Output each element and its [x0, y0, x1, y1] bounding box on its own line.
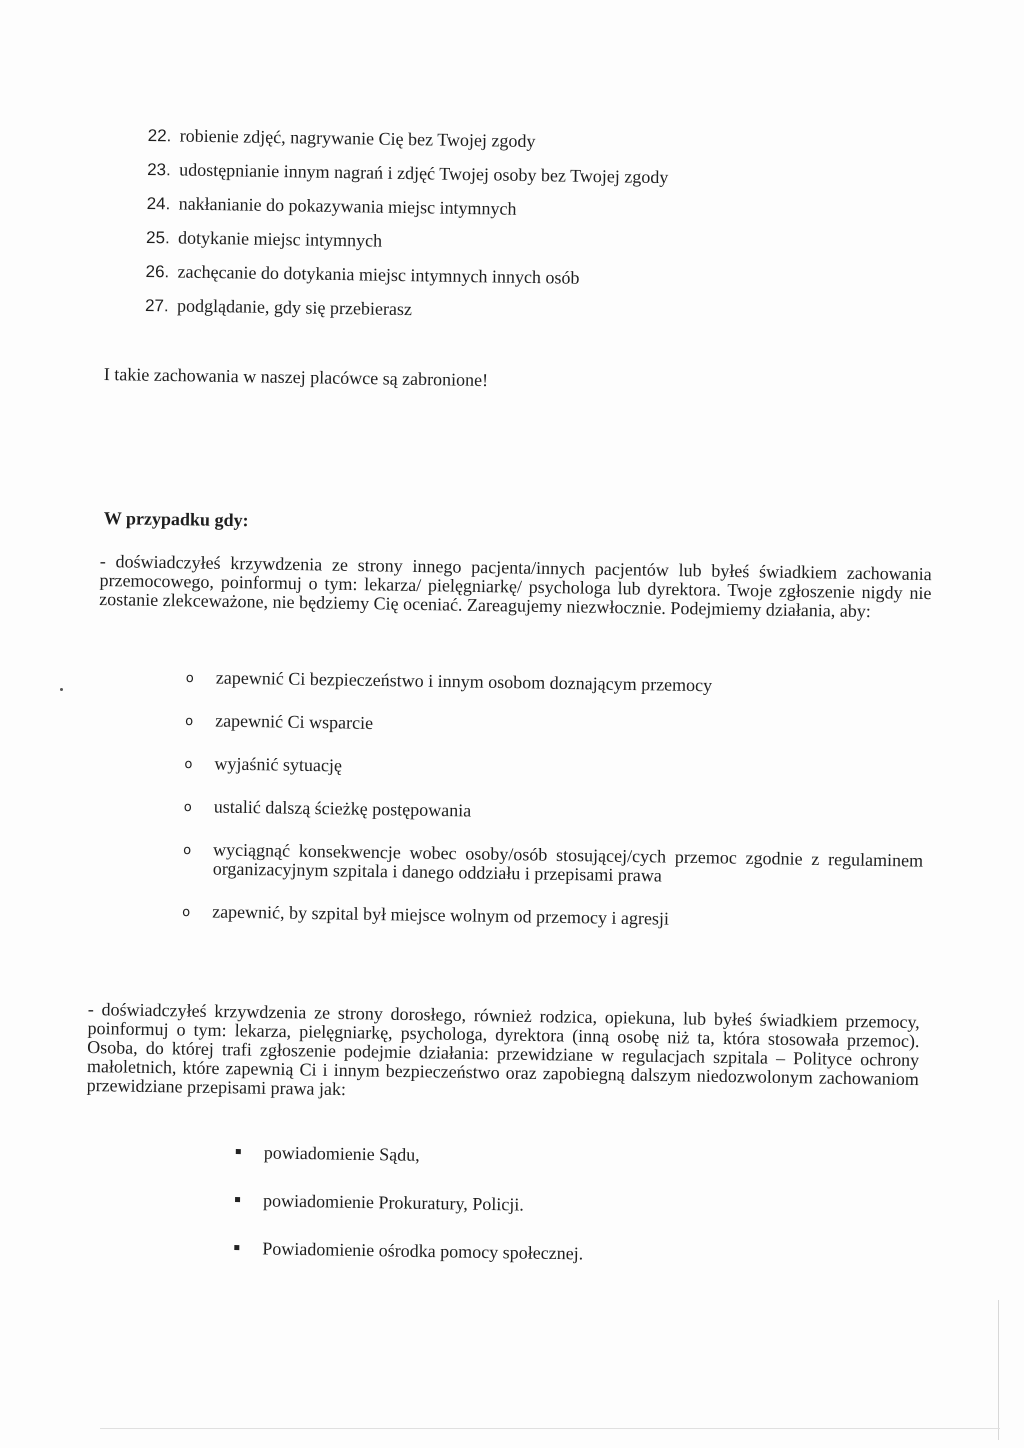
square-bullet-icon — [234, 1245, 239, 1250]
notification-list — [234, 1140, 736, 1292]
paragraph-adult-abuse: - doświadczyłeś krzywdzenia ze strony dorosłego, również rodzica, opiekuna, lub byłeś świadkiem przemocy, poinformuj o tym: lekarza, pielęgniarkę, psychologa, dyrektora (inną osobę niż ta, która stosowała przemoc). Osoba, do której trafi zgłoszenie podejmie działania: przewidziane w regulacjach szpitala – Polityce ochrony małoletnich, które zapewnią Ci i innym bezpieczeństwo oraz zapobiegną dalszym niedozwolonym zachowaniom przewidziane przepisami prawa jak: — [86, 999, 920, 1100]
item-text: wyjaśnić sytuację — [214, 753, 343, 776]
prohibited-note: I takie zachowania w naszej placówce są zabronione! — [103, 364, 489, 391]
square-bullet-icon — [235, 1197, 240, 1202]
square-bullet-icon — [236, 1149, 241, 1154]
numbered-list — [145, 118, 848, 333]
item-number: 23. — [147, 159, 171, 180]
item-number: 24. — [146, 193, 171, 214]
item-text: ustalić dalszą ścieżkę postępowania — [213, 796, 472, 821]
item-text: zapewnić, by szpital był miejsce wolnym od przemocy i agresji — [212, 901, 670, 929]
list-item — [235, 1140, 736, 1196]
item-text: udostępnianie innym nagrań i zdjęć Twojej osoby bez Twojej zgody — [179, 159, 669, 188]
item-number: 22. — [147, 125, 172, 146]
paragraph-patient-abuse: - doświadczyłeś krzywdzenia ze strony innego pacjenta/innych pacjentów lub byłeś świadkiem zachowania przemocowego, poinformuj o tym: lekarza/ pielęgniarkę/ psychologa lub dyrektora. Twoje zgłoszenie nigdy nie zostanie zlekceważone, nie będziemy Cię oceniać. Zareagujemy niezwłocznie. Podejmiemy działania, aby: — [99, 551, 932, 622]
item-text: podglądanie, gdy się przebierasz — [176, 295, 413, 320]
list-item — [182, 902, 922, 933]
list-item — [184, 797, 924, 828]
list-item — [234, 1188, 735, 1244]
item-text: nakłanianie do pokazywania miejsc intymnych — [178, 193, 517, 219]
item-text: dotykanie miejsc intymnych — [177, 227, 383, 251]
item-number: 27. — [144, 295, 169, 316]
item-text: zachęcanie do dotykania miejsc intymnych innych osób — [177, 261, 580, 288]
circle-bullet-icon: o — [184, 756, 193, 773]
section-heading: W przypadku gdy: — [103, 508, 249, 531]
item-text: zapewnić Ci bezpieczeństwo i innym osobom doznającym przemocy — [215, 667, 713, 696]
list-item — [184, 754, 924, 785]
list-item — [186, 668, 926, 699]
item-number: 26. — [145, 261, 170, 282]
list-item — [183, 840, 924, 890]
scan-speck — [60, 688, 63, 691]
circle-bullet-icon: o — [185, 713, 194, 730]
item-text: zapewnić Ci wsparcie — [215, 710, 374, 733]
item-text: powiadomienie Sądu, — [263, 1142, 420, 1165]
circle-bullet-icon: o — [185, 670, 194, 687]
item-text: wyciągnąć konsekwencje wobec osoby/osób stosującej/cych przemoc zgodnie z regulaminem organizacyjnym szpitala i danego oddziału i przepisami prawa — [212, 839, 924, 886]
list-item — [234, 1236, 735, 1292]
circle-bullet-icon: o — [182, 904, 191, 921]
circle-bullet-icon: o — [183, 842, 192, 859]
item-number: 25. — [145, 227, 170, 248]
list-item — [185, 711, 925, 742]
item-text: robienie zdjęć, nagrywanie Cię bez Twojej zgody — [179, 125, 536, 152]
item-text: powiadomienie Prokuratury, Policji. — [262, 1190, 524, 1215]
circle-bullet-icon: o — [183, 799, 192, 816]
item-text: Powiadomienie ośrodka pomocy społecznej. — [262, 1238, 584, 1264]
scan-edge-line — [998, 1300, 999, 1440]
action-list — [182, 668, 926, 957]
scan-edge-line — [100, 1428, 1000, 1429]
